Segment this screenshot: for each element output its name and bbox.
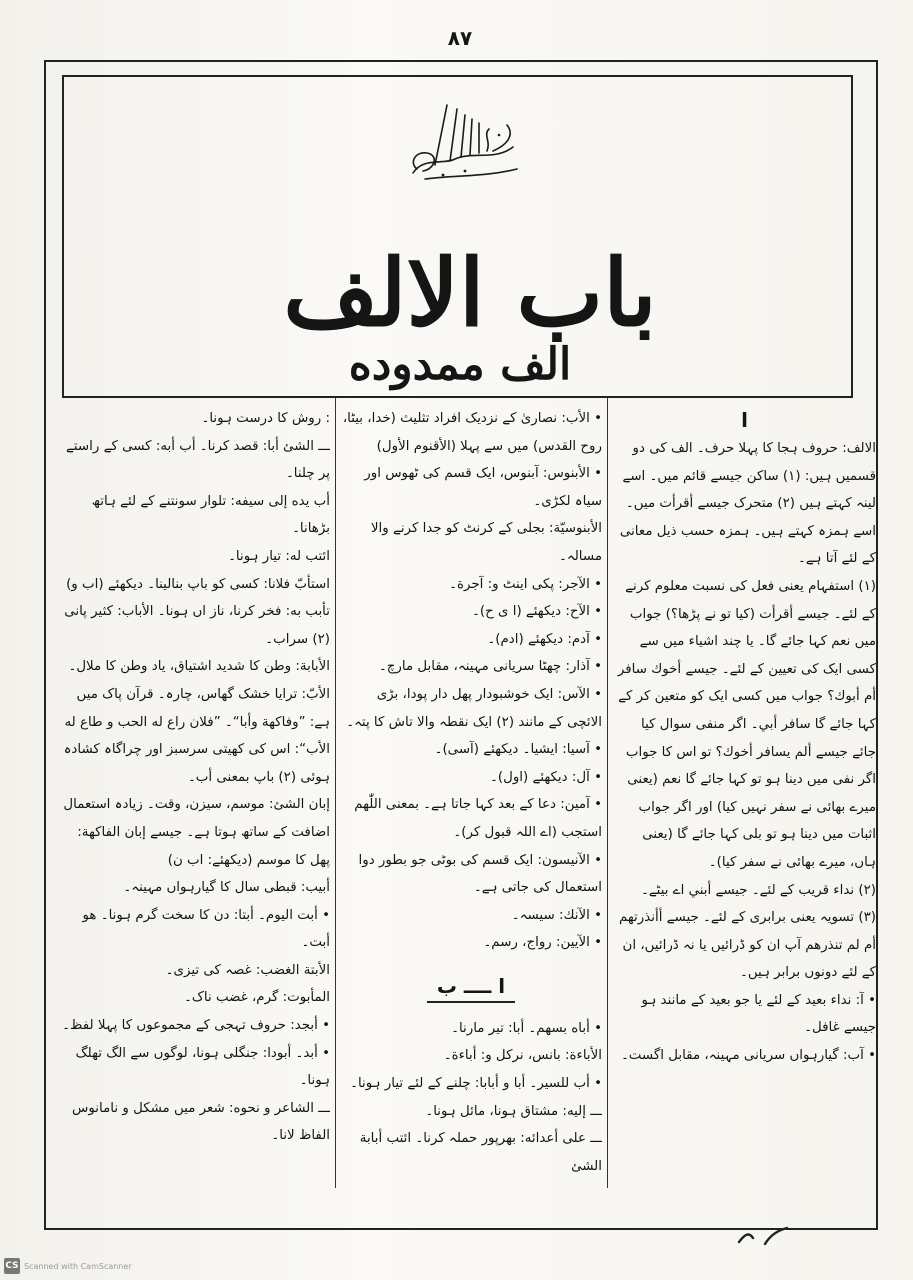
entry-paragraph: • الآنيسون: ایک قسم کی بوٹی جو بطور دوا استعمال کی جاتی ہے۔ — [358, 852, 602, 896]
entry-paragraph: إبان الشئ: موسم، سیزن، وقت۔ زیادہ استعمال اضافت کے ساتھ ہوتا ہے۔ جیسے إبان الفاكهة: پھل کا موسم (دیکھئے: اب ن) — [63, 797, 330, 868]
entry-paragraph: • أبت اليوم۔ أبتا: دن کا سخت گرم ہونا۔ هو أبت۔ — [82, 907, 330, 951]
entry-paragraph: ـــ الشئ أبا: قصد کرنا۔ أب أبه: کسی کے راستے پر چلنا۔ — [66, 438, 330, 482]
entry-paragraph: • الآح: دیکھئے (ا ی ح)۔ — [472, 604, 602, 620]
entry-paragraph: : روش کا درست ہونا۔ — [201, 411, 330, 426]
dictionary-column-middle — [340, 405, 602, 1180]
entry-paragraph: ـــ على أعدائه: بھرپور حملہ کرنا۔ ائتب أبابة الشئ — [359, 1131, 602, 1174]
entry-paragraph: الالف: حروف ہجا کا پہلا حرف۔ الف کی دو قسمیں ہیں: (۱) ساکن جیسے قائم میں۔ اسے لینہ کہتے ہیں (۲) متحرک جیسے أقرأت میں۔ اسے ہمزہ کہتے ہیں۔ ہمزہ حسب ذیل معانی کے لئے آتا ہے۔ — [619, 441, 876, 567]
entry-paragraph: (۱) استفہام یعنی فعل کی نسبت معلوم کرنے کے لئے۔ جیسے أقرأت (کیا تو نے پڑھا؟) جواب میں نعم کہا جائے گا۔ یا چند اشیاء میں سے کسی ایک کی تعیین کے لئے۔ جیسے أخوك سافر أم أبوك؟ جواب میں کسی ایک کو متعین کر کے کہا جائے گا سافر أبي۔ اگر منفی سوال کیا جائے جیسے ألم يسافر أخوك؟ تو اس کا جواب اگر نفی میں دینا ہو تو کہا جائے گا نعم (یعنی میرے بھائی نے سفر نہیں کیا) اور اگر جواب اثبات میں دینا ہو تو بلی کہا جائے گا (یعنی ہاں، میرے بھائی نے سفر کیا)۔ — [617, 578, 876, 870]
dictionary-column-right — [613, 405, 876, 1070]
entry-paragraph: • آل: دیکھئے (اول)۔ — [490, 769, 602, 785]
bismillah-calligraphy — [395, 95, 525, 185]
scanner-text: Scanned with CamScanner — [24, 1261, 132, 1271]
column-divider — [335, 398, 336, 1188]
entry-paragraph: • الأب: نصاریٰ کے نزدیک افراد تثلیث (خدا، بیٹا، روح القدس) میں سے پہلا (الأقنوم الأول) — [342, 411, 602, 454]
entry-paragraph: • آدم: دیکھئے (ادم)۔ — [487, 631, 602, 647]
entry-paragraph: ـــ إليه: مشتاق ہونا، مائل ہونا۔ — [425, 1103, 602, 1119]
section-marker — [340, 971, 602, 1003]
entry-paragraph: المأبوت: گرم، غضب ناک۔ — [184, 990, 330, 1006]
entry-paragraph: (۲) نداء قریب کے لئے۔ جیسے أبني اے بیٹے۔ — [640, 882, 876, 898]
entry-paragraph: • أبجد: حروف تہجی کے مجموعوں کا پہلا لفظ۔ — [62, 1018, 330, 1034]
chapter-subtitle: الف ممدوده — [348, 339, 572, 390]
entry-paragraph: أب يده إلى سيفه: تلوار سونتنے کے لئے ہاتھ بڑھانا۔ — [91, 493, 330, 537]
handwritten-mark-icon — [735, 1220, 795, 1250]
entry-paragraph: الأباءة: بانس، نرکل و: أباءة۔ — [443, 1048, 602, 1064]
entry-paragraph: • الآجر: پکی اینٹ و: آجرة۔ — [449, 576, 602, 592]
entry-paragraph: ائتب له: تیار ہونا۔ — [228, 548, 330, 564]
entry-paragraph: (۳) تسویہ یعنی برابری کے لئے۔ جیسے أأنذرتهم أم لم تنذرهم آپ ان کو ڈرائیں یا نہ ڈرائیں، ان کے لئے دونوں برابر ہیں۔ — [618, 910, 876, 981]
entry-paragraph: • الآس: ایک خوشبودار پھل دار پودا، بڑی الائچی کے مانند (۲) ایک نقطہ والا تاش کا پتہ۔ — [346, 686, 602, 730]
dictionary-column-left — [60, 405, 330, 1150]
entry-paragraph: • أب للسير۔ أبا و أبابا: چلنے کے لئے تیار ہونا۔ — [350, 1076, 602, 1092]
entry-paragraph: • آذار: چھٹا سریانی مہینہ، مقابل مارچ۔ — [378, 659, 602, 675]
entry-paragraph: الأبنوسيّة: بجلی کے کرنٹ کو جدا کرنے والا مسالہ۔ — [370, 521, 602, 564]
page-number: ۸۷ — [447, 26, 473, 50]
entry-paragraph: أبيب: قبطی سال کا گیارہواں مہینہ۔ — [123, 880, 330, 896]
entry-paragraph: الأبتة الغضب: غصہ کی تیزی۔ — [165, 962, 330, 978]
entry-paragraph: • أبد۔ أبودا: جنگلی ہونا، لوگوں سے الگ تھلگ ہونا۔ — [75, 1045, 330, 1089]
section-marker-text: ا ــــ ب — [427, 971, 515, 1003]
entry-paragraph: • آمين: دعا کے بعد کہا جاتا ہے۔ بمعنی اللّٰهم استجب (اے اللہ قبول کر)۔ — [354, 797, 602, 840]
entry-paragraph: • الأبنوس: آبنوس، ایک قسم کی ٹھوس اور سیاہ لکڑی۔ — [364, 466, 602, 509]
entry-paragraph: • آ: نداء بعید کے لئے یا جو بعید کے مانند ہو جیسے غافل۔ — [641, 992, 876, 1036]
entry-paragraph: تأبب به: فخر کرنا، ناز اں ہونا۔ الأباب: کثیر پانی (۲) سراب۔ — [64, 604, 330, 647]
entry-paragraph: استأبّ فلانا: کسی کو باپ بنالینا۔ دیکھئے (اب و) — [66, 576, 330, 592]
entry-paragraph: • آب: گیارہواں سریانی مہینہ، مقابل اگست۔ — [620, 1048, 876, 1064]
entry-paragraph: ـــ الشاعر و نحوه: شعر میں مشکل و نامانوس الفاظ لانا۔ — [72, 1100, 330, 1144]
chapter-title: باب الالف — [283, 239, 657, 347]
entry-paragraph: • الآيين: رواج، رسم۔ — [483, 935, 602, 951]
scanner-logo-icon: CS — [4, 1258, 20, 1274]
entry-paragraph: الأبّ: ترایا خشک گھاس، چارہ۔ قرآن پاک میں ہے: ”وفاكهة وأبا“۔ ”فلان راع له الحب و طاع له الأب“: اس کی کھیتی سرسبز اور چراگاہ کشادہ ہوئی (۲) باپ بمعنی أب۔ — [63, 686, 330, 785]
column-divider — [607, 398, 608, 1188]
entry-paragraph: • الآنك: سیسہ۔ — [511, 907, 602, 923]
scanner-watermark — [4, 1258, 132, 1274]
entry-paragraph: • آسيا: ایشیا۔ دیکھئے (آسی)۔ — [434, 742, 602, 758]
section-marker: ا — [741, 408, 748, 432]
entry-paragraph: الأبابة: وطن کا شدید اشتیاق، یاد وطن کا ملال۔ — [68, 659, 330, 675]
entry-paragraph: • أباه بسهم۔ أبا: تیر مارنا۔ — [451, 1020, 602, 1036]
